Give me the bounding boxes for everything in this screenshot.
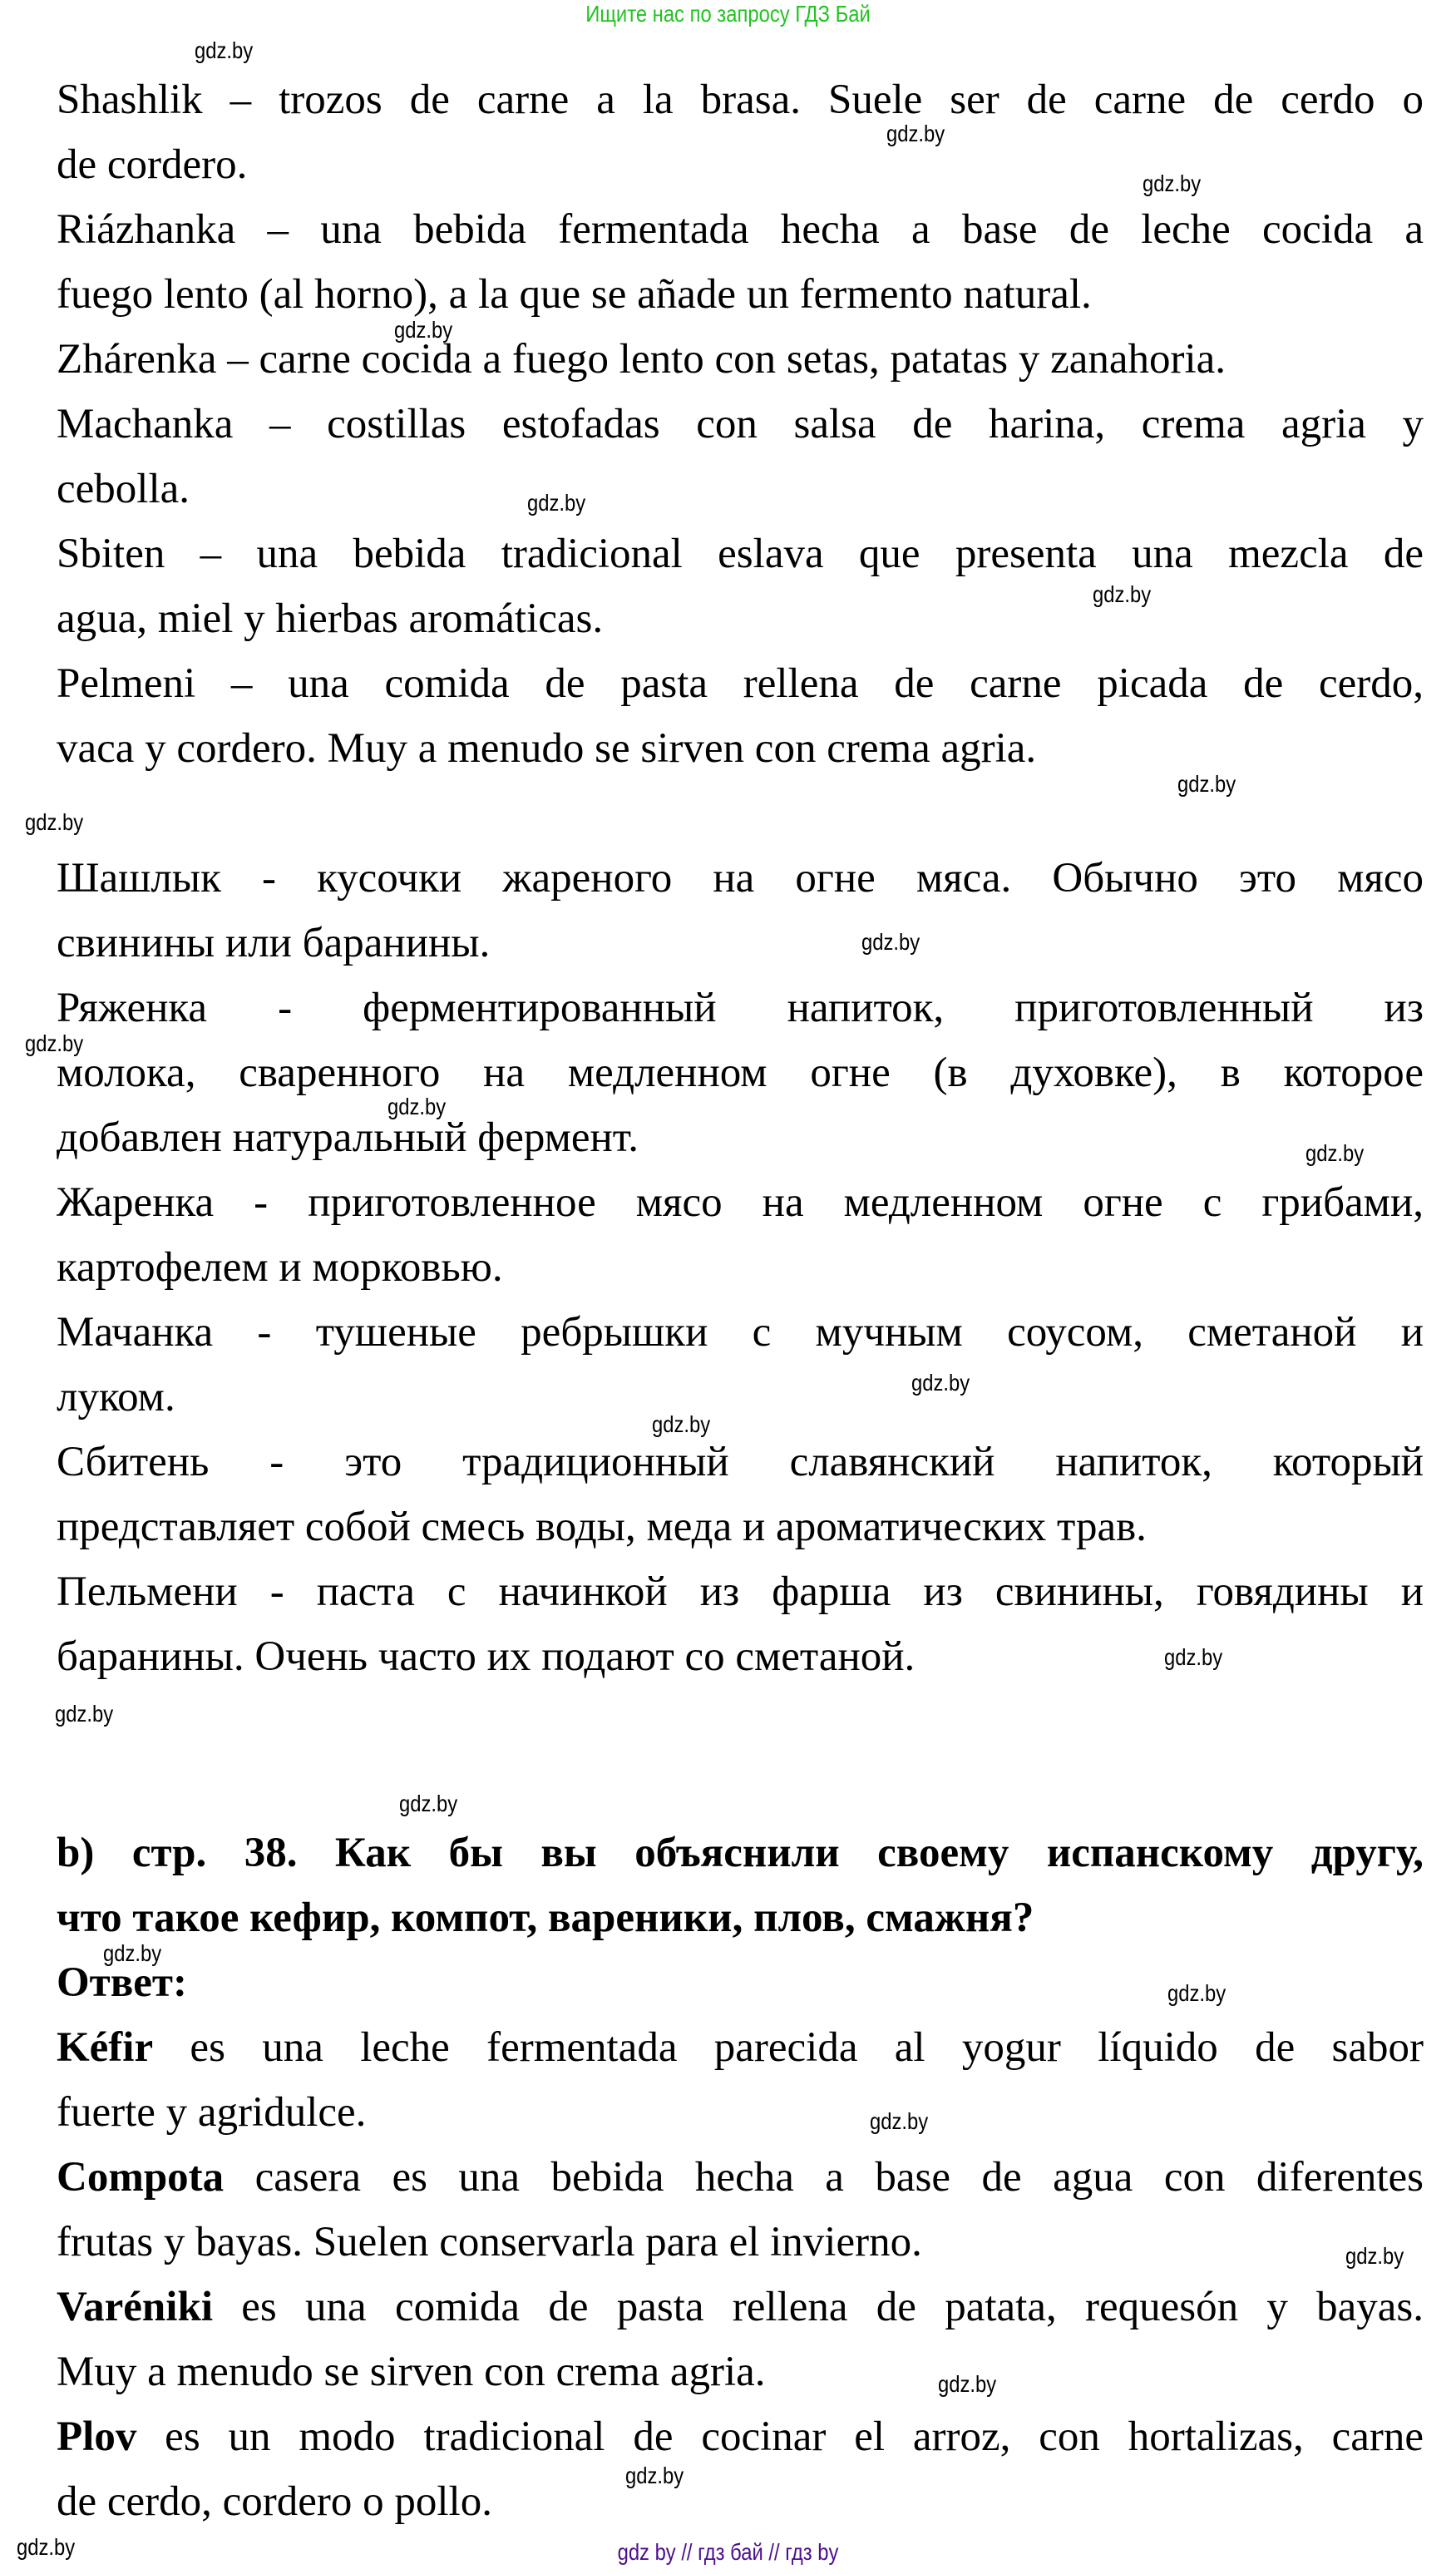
line-text: Мачанка - тушеные ребрышки с мучным соусом, сметаной и bbox=[57, 1309, 1424, 1356]
text-line bbox=[57, 846, 1424, 911]
line-text: молока, сваренного на медленном огне (в духовке), в которое bbox=[57, 1050, 1424, 1096]
text-line bbox=[57, 1300, 1424, 1365]
watermark: gdz.by bbox=[394, 317, 453, 343]
text-line bbox=[57, 67, 1424, 132]
line-text: de cerdo, cordero o pollo. bbox=[57, 2478, 492, 2525]
line-text: Pelmeni – una comida de pasta rellena de carne picada de cerdo, bbox=[57, 660, 1424, 707]
line-text: Muy a menudo se sirven con crema agria. bbox=[57, 2349, 766, 2395]
line-text: de cordero. bbox=[57, 141, 248, 188]
bold-term: Varéniki bbox=[57, 2284, 213, 2330]
spanish-dish-descriptions bbox=[57, 67, 1424, 781]
line-text: свинины или баранины. bbox=[57, 920, 491, 966]
text-line bbox=[57, 1365, 1424, 1430]
question-and-answer bbox=[57, 1821, 1424, 2534]
footer-links[interactable]: gdz by // гдз бай // гдз by bbox=[617, 2539, 839, 2565]
watermark: gdz.by bbox=[195, 37, 254, 63]
bold-term: Ответ: bbox=[57, 1959, 187, 2006]
watermark: gdz.by bbox=[387, 1094, 447, 1119]
line-text: cebolla. bbox=[57, 466, 190, 512]
line-text: fuego lento (al horno), a la que se añade un fermento natural. bbox=[57, 271, 1092, 318]
watermark: gdz.by bbox=[1164, 1644, 1223, 1670]
watermark: gdz.by bbox=[861, 929, 920, 955]
watermark: gdz.by bbox=[25, 1030, 84, 1056]
text-line bbox=[57, 1040, 1424, 1105]
text-line bbox=[57, 132, 1424, 197]
text-line bbox=[57, 392, 1424, 457]
text-line bbox=[57, 197, 1424, 262]
watermark: gdz.by bbox=[938, 2371, 997, 2397]
watermark: gdz.by bbox=[911, 1370, 970, 1396]
line-text: Zhárenka – carne cocida a fuego lento con setas, patatas y zanahoria. bbox=[57, 336, 1226, 383]
watermark: gdz.by bbox=[886, 121, 945, 146]
line-text: es una comida de pasta rellena de patata, requesón y bayas. bbox=[213, 2284, 1424, 2330]
watermark: gdz.by bbox=[1093, 581, 1152, 607]
text-line bbox=[57, 1559, 1424, 1624]
text-line bbox=[57, 2145, 1424, 2210]
text-line bbox=[57, 2015, 1424, 2080]
watermark: gdz.by bbox=[399, 1791, 458, 1816]
text-line bbox=[57, 2339, 1424, 2404]
watermark: gdz.by bbox=[1167, 1980, 1226, 2006]
watermark: gdz.by bbox=[25, 809, 84, 835]
line-text: frutas y bayas. Suelen conservarla para el invierno. bbox=[57, 2219, 922, 2265]
text-line bbox=[57, 2469, 1424, 2534]
watermark: gdz.by bbox=[527, 490, 586, 516]
line-text: картофелем и морковью. bbox=[57, 1244, 503, 1291]
text-line bbox=[57, 1235, 1424, 1300]
text-line bbox=[57, 521, 1424, 586]
text-line bbox=[57, 2080, 1424, 2145]
search-banner: Ищите нас по запросу ГДЗ Бай bbox=[585, 1, 871, 27]
line-text: agua, miel y hierbas aromáticas. bbox=[57, 595, 604, 642]
line-text: Sbiten – una bebida tradicional eslava que presenta una mezcla de bbox=[57, 531, 1424, 577]
text-line bbox=[57, 911, 1424, 976]
line-text: Machanka – costillas estofadas con salsa de harina, crema agria y bbox=[57, 401, 1424, 447]
line-text: представляет собой смесь воды, меда и ароматических трав. bbox=[57, 1504, 1147, 1550]
line-text: баранины. Очень часто их подают со сметаной. bbox=[57, 1633, 916, 1680]
line-text: fuerte y agridulce. bbox=[57, 2089, 367, 2136]
line-text: Ряженка - ферментированный напиток, приготовленный из bbox=[57, 985, 1424, 1031]
line-text: Сбитень - это традиционный славянский напиток, который bbox=[57, 1439, 1424, 1485]
line-text: Жаренка - приготовленное мясо на медленном огне с грибами, bbox=[57, 1179, 1424, 1226]
line-text: луком. bbox=[57, 1374, 175, 1420]
text-line bbox=[57, 1495, 1424, 1559]
line-text: vaca y cordero. Muy a menudo se sirven con crema agria. bbox=[57, 725, 1037, 772]
watermark: gdz.by bbox=[1345, 2243, 1404, 2269]
text-line bbox=[57, 1885, 1424, 1950]
text-line bbox=[57, 457, 1424, 521]
line-text: Пельмени - паста с начинкой из фарша из свинины, говядины и bbox=[57, 1569, 1424, 1615]
watermark: gdz.by bbox=[1143, 170, 1202, 196]
line-text: добавлен натуральный фермент. bbox=[57, 1114, 639, 1161]
line-text: Шашлык - кусочки жареного на огне мяса. Обычно это мясо bbox=[57, 855, 1424, 902]
line-text: Riázhanka – una bebida fermentada hecha a base de leche cocida a bbox=[57, 206, 1424, 253]
text-line bbox=[57, 2404, 1424, 2469]
watermark: gdz.by bbox=[17, 2534, 76, 2560]
bold-term: Kéfir bbox=[57, 2024, 154, 2071]
text-line bbox=[57, 651, 1424, 716]
text-line bbox=[57, 1170, 1424, 1235]
line-text: Shashlik – trozos de carne a la brasa. Suele ser de carne de cerdo o bbox=[57, 77, 1424, 123]
watermark: gdz.by bbox=[870, 2108, 929, 2134]
line-text: es un modo tradicional de cocinar el arroz, con hortalizas, carne bbox=[136, 2413, 1424, 2460]
bold-term: b) стр. 38. Как бы вы объяснили своему испанскому другу, bbox=[57, 1830, 1424, 1876]
russian-dish-descriptions bbox=[57, 846, 1424, 1689]
watermark: gdz.by bbox=[1305, 1140, 1365, 1166]
text-line bbox=[57, 2210, 1424, 2275]
text-line bbox=[57, 327, 1424, 392]
watermark: gdz.by bbox=[652, 1411, 711, 1437]
text-line bbox=[57, 586, 1424, 651]
watermark: gdz.by bbox=[625, 2463, 684, 2488]
text-line bbox=[57, 1105, 1424, 1170]
text-line bbox=[57, 1821, 1424, 1885]
line-text: casera es una bebida hecha a base de agua con diferentes bbox=[224, 2154, 1424, 2201]
text-line bbox=[57, 976, 1424, 1040]
text-line bbox=[57, 1430, 1424, 1495]
watermark: gdz.by bbox=[103, 1940, 162, 1966]
text-line bbox=[57, 262, 1424, 327]
line-text: es una leche fermentada parecida al yogur líquido de sabor bbox=[153, 2024, 1424, 2071]
bold-term: Plov bbox=[57, 2413, 137, 2460]
text-line bbox=[57, 2275, 1424, 2339]
bold-term: Compota bbox=[57, 2154, 225, 2201]
bold-term: что такое кефир, компот, вареники, плов, смажня? bbox=[57, 1895, 1034, 1941]
watermark: gdz.by bbox=[55, 1701, 114, 1727]
watermark: gdz.by bbox=[1177, 771, 1236, 797]
